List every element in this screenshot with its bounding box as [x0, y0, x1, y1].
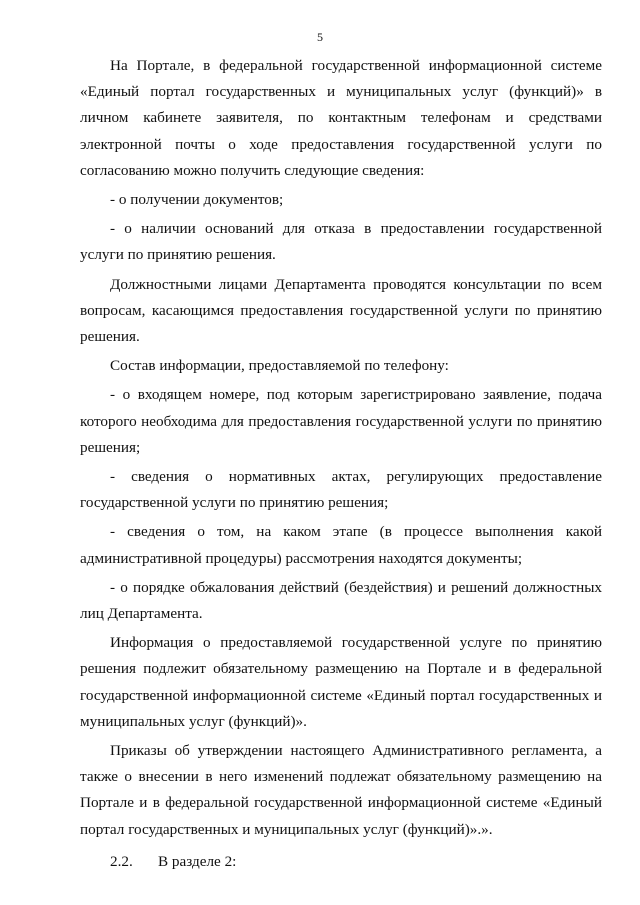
list-item-appeal-procedure: - о порядке обжалования действий (бездействия) и решений должностных лиц Департамента. — [80, 578, 602, 623]
section-heading — [80, 849, 602, 875]
list-item-incoming-number: - о входящем номере, под которым зарегистрировано заявление, подача которого необходима для предоставления государственной услуги по принятию решения; — [80, 386, 602, 456]
list-item-refusal-grounds: - о наличии оснований для отказа в предоставлении государственной услуги по принятию решения. — [80, 220, 602, 264]
paragraph-consultations: Должностными лицами Департамента проводятся консультации по всем вопросам, касающимся предоставления государственной услуги по принятию решения. — [80, 275, 602, 346]
section-number: 2.2. — [110, 852, 133, 870]
page-number: 5 — [317, 30, 323, 44]
list-item-normative-acts: - сведения о нормативных актах, регулирующих предоставление государственной услуги по принятию решения; — [80, 468, 602, 512]
paragraph-portal-info: На Портале, в федеральной государственной информационной системе «Единый портал государственных и муниципальных услуг (функций)» в личном кабинете заявителя, по контактным телефонам и средствами электронной почты о ходе предоставления государственной услуги по согласованию можно получить следующие сведения: — [80, 57, 602, 179]
paragraph-phone-info: Состав информации, предоставляемой по телефону: — [110, 357, 449, 375]
list-item-processing-stage: - сведения о том, на каком этапе (в процессе выполнения какой административной процедуры) рассмотрения находятся документы; — [80, 523, 602, 567]
section-text: В разделе 2: — [158, 852, 237, 870]
paragraph-mandatory-publication: Информация о предоставляемой государственной услуге по принятию решения подлежит обязательному размещению на Портале и в федеральной государственной информационной системе «Единый портал государственных и муниципальных услуг (функций)». — [80, 634, 602, 730]
list-item-documents-received: - о получении документов; — [110, 191, 284, 209]
document-body — [80, 53, 602, 890]
paragraph-orders: Приказы об утверждении настоящего Административного регламента, а также о внесении в него изменений подлежат обязательному размещению на Портале и в федеральной государственной информационной системе «Единый портал государственных и муниципальных услуг (функций)».». — [80, 742, 602, 838]
